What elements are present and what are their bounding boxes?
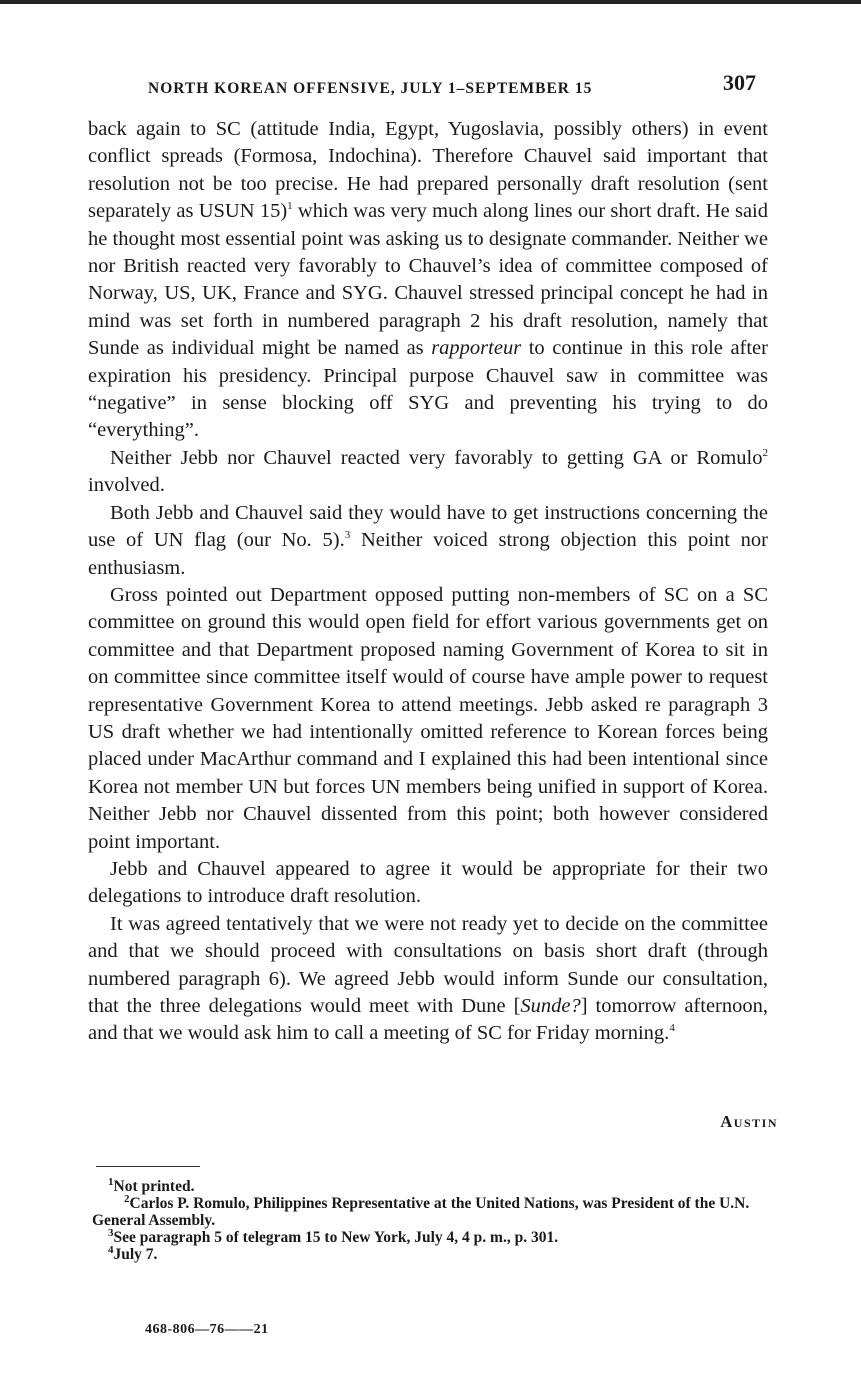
paragraph-3-part-a: Both Jebb and Chauvel said they would have to get instructions concerning the use of UN flag (our No. 5). [88,501,768,552]
footnote-3 [92,1226,782,1246]
printing-code: 468-806—76——21 [145,1322,269,1337]
footnote-4-mark: 4 [108,1243,114,1256]
paragraph-6-part-a: It was agreed tentatively that we were not ready yet to decide on the committee and that we should proceed with consultations on basis short draft (through numbered paragraph 6). We agreed Jebb would inform Sunde our consultation, that the three delegations would meet with Dune [ [88,912,768,1017]
page-number: 307 [723,70,756,95]
paragraph-6 [88,911,768,1048]
footnote-4-text: July 7. [113,1246,158,1263]
footnote-ref-4: 4 [669,1022,675,1035]
signature: Austin [720,1112,778,1131]
footnote-2-text: Carlos P. Romulo, Philippines Representative at the United Nations, was President of the U.N. General Assembly. [92,1195,750,1229]
running-title: NORTH KOREAN OFFENSIVE, JULY 1–SEPTEMBER 15 [148,80,593,97]
footnote-rule [96,1166,200,1167]
footnote-1-text: Not printed. [113,1178,195,1195]
paragraph-1-part-b: which was very much along lines our short draft. He said he thought most essential point was asking us to designate commander. Neither we nor British reacted very favorably to Chauvel’s idea of committee composed of Norway, US, UK, France and SYG. Chauvel stressed principal concept he had in mind was set forth in numbered paragraph 2 his draft resolution, namely that Sunde as individual might be named as [88,200,769,360]
paragraph-2-part-a: Neither Jebb nor Chauvel reacted very favorably to getting GA or Romulo [110,446,763,469]
footnote-ref-1: 1 [287,200,293,213]
paragraph-4: Gross pointed out Department opposed putting non-members of SC on a SC committee on ground this would open field for effort various governments get on committee and that Department proposed naming Government of Korea to sit in on committee since committee itself would of course have ample power to request representative Government Korea to attend meetings. Jebb asked re paragraph 3 US draft whether we had intentionally omitted reference to Korean forces being placed under MacArthur command and I explained this had been intentional since Korea not member UN but forces UN members being unified in support of Korea. Neither Jebb nor Chauvel dissented from this point; both however considered point important. [88,583,768,853]
footnote-ref-2: 2 [762,447,768,460]
footnote-1 [92,1175,782,1195]
paragraph-6-italic: Sunde? [520,995,581,1017]
body-text [88,116,768,1048]
paragraph-1 [88,116,768,445]
paragraph-2-part-b: involved. [88,474,165,497]
footnote-4 [92,1243,782,1263]
footnote-3-text: See paragraph 5 of telegram 15 to New York, July 4, 4 p. m., p. 301. [113,1229,559,1246]
paragraph-1-part-c: to continue in this role after expiration his presidency. Principal purpose Chauvel saw in committee was “negative” in sense blocking off SYG and preventing his trying to do “everything”. [88,337,768,442]
running-head [148,70,758,106]
paragraph-6-part-b: ] tomorrow afternoon, and that we would ask him to call a meeting of SC for Friday morning. [88,995,768,1045]
footnote-2-mark: 2 [124,1192,130,1205]
footnote-2 [92,1192,782,1229]
paragraph-5: Jebb and Chauvel appeared to agree it would be appropriate for their two delegations to introduce draft resolution. [88,857,768,908]
paragraph-2 [88,445,768,500]
paragraph-1-italic: rapporteur [431,337,522,360]
paragraph-1-part-a: back again to SC (attitude India, Egypt, Yugoslavia, possibly others) in event conflict spreads (Formosa, Indochina). Therefore Chauvel said important that resolution not be too precise. He had prepared personally draft resolution (sent separately as USUN 15) [88,118,768,223]
paragraph-3 [88,500,768,582]
footnote-3-mark: 3 [108,1226,114,1239]
paragraph-3-part-b: Neither voiced strong objection this point nor enthusiasm. [88,529,768,579]
footnote-1-mark: 1 [108,1175,114,1188]
footnotes [92,1175,782,1263]
footnote-ref-3: 3 [344,529,351,542]
